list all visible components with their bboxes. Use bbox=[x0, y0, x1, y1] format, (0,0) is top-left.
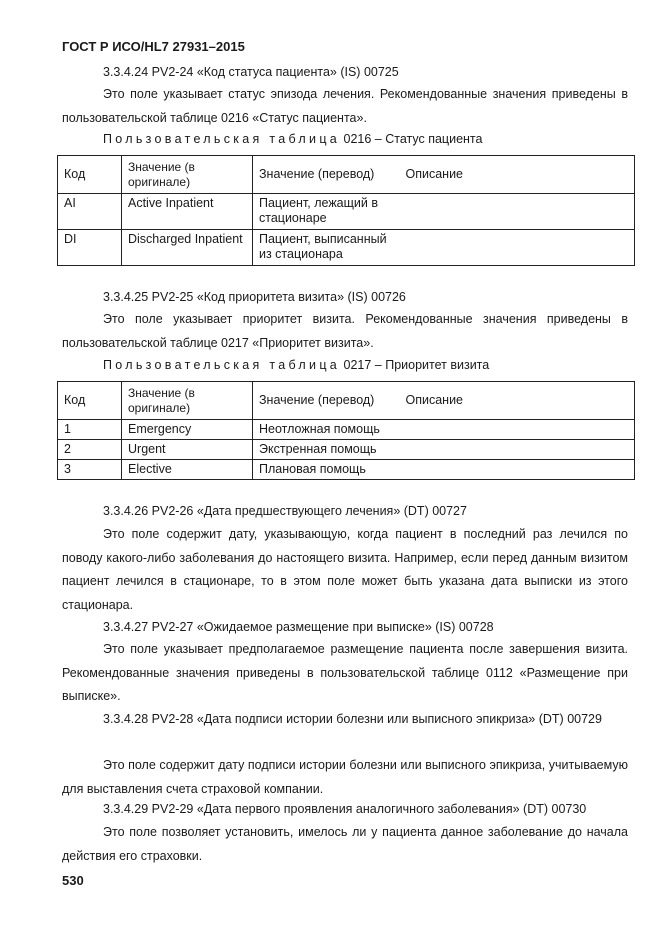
table-row bbox=[58, 194, 635, 230]
table-cell: Пациент, выписанный из стационара bbox=[253, 230, 400, 266]
section-heading: 3.3.4.27 PV2-27 «Ожидаемое размещение при выписке» (IS) 00728 bbox=[103, 620, 494, 634]
section-heading: 3.3.4.26 PV2-26 «Дата предшествующего лечения» (DT) 00727 bbox=[103, 504, 467, 518]
table-header-row bbox=[58, 156, 635, 194]
table-cell: Emergency bbox=[122, 420, 253, 440]
table-header-cell: Значение (в оригинале) bbox=[122, 156, 253, 194]
table-header-cell: Значение (перевод) bbox=[253, 382, 400, 420]
caption-label: Пользовательская таблица bbox=[103, 132, 341, 146]
caption-label: Пользовательская таблица bbox=[103, 358, 341, 372]
table-cell: Плановая помощь bbox=[253, 460, 400, 480]
table-header-cell: Значение (в оригинале) bbox=[122, 382, 253, 420]
table-row bbox=[58, 420, 635, 440]
section-heading: 3.3.4.29 PV2-29 «Дата первого проявления аналогичного заболевания» (DT) 00730 bbox=[103, 802, 587, 816]
table-header-cell: Код bbox=[58, 156, 122, 194]
table-cell bbox=[400, 440, 635, 460]
table-0216 bbox=[57, 155, 635, 266]
section-text: Это поле позволяет установить, имелось ли у пациента данное заболевание до начала действия его страховки. bbox=[62, 825, 628, 863]
section-text: Это поле указывает предполагаемое размещение пациента после завершения визита. Рекомендованные значения приведены в пользовательской таблице 0112 «Размещение при выписке». bbox=[62, 642, 628, 703]
caption-title: 0216 – Статус пациента bbox=[343, 132, 483, 146]
table-cell: Пациент, лежащий в стационаре bbox=[253, 194, 400, 230]
table-cell: Urgent bbox=[122, 440, 253, 460]
caption-title: 0217 – Приоритет визита bbox=[343, 358, 490, 372]
table-0217 bbox=[57, 381, 635, 480]
section-heading: 3.3.4.25 PV2-25 «Код приоритета визита» (IS) 00726 bbox=[103, 290, 406, 304]
table-cell: Active Inpatient bbox=[122, 194, 253, 230]
table-cell: Elective bbox=[122, 460, 253, 480]
table-cell: AI bbox=[58, 194, 122, 230]
table-header-row bbox=[58, 382, 635, 420]
page-number: 530 bbox=[62, 873, 84, 888]
table-cell: Неотложная помощь bbox=[253, 420, 400, 440]
table-cell bbox=[400, 420, 635, 440]
table-cell bbox=[400, 194, 635, 230]
table-cell bbox=[400, 460, 635, 480]
table-header-cell: Значение (перевод) bbox=[253, 156, 400, 194]
table-cell: Экстренная помощь bbox=[253, 440, 400, 460]
table-header-cell: Описание bbox=[400, 156, 635, 194]
section-text: Это поле содержит дату, указывающую, когда пациент в последний раз лечился по поводу какого-либо заболевания до настоящего визита. Например, если перед данным визитом пациент лечился в стационаре, то в этом поле может быть указана дата выписки из этого стационара. bbox=[62, 527, 628, 612]
table-cell: DI bbox=[58, 230, 122, 266]
table-cell: 1 bbox=[58, 420, 122, 440]
section-text: Это поле указывает приоритет визита. Рекомендованные значения приведены в пользовательской таблице 0217 «Приоритет визита». bbox=[62, 312, 628, 350]
table-cell: 2 bbox=[58, 440, 122, 460]
document-header: ГОСТ Р ИСО/HL7 27931–2015 bbox=[62, 39, 245, 54]
table-header-cell: Код bbox=[58, 382, 122, 420]
table-row bbox=[58, 230, 635, 266]
section-text: Это поле указывает статус эпизода лечения. Рекомендованные значения приведены в пользовательской таблице 0216 «Статус пациента». bbox=[62, 87, 628, 125]
table-caption bbox=[103, 358, 489, 372]
table-cell: 3 bbox=[58, 460, 122, 480]
table-cell bbox=[400, 230, 635, 266]
table-caption bbox=[103, 132, 482, 146]
table-cell: Discharged Inpatient bbox=[122, 230, 253, 266]
section-text: Это поле содержит дату подписи истории болезни или выписного эпикриза, учитываемую для выставления счета страховой компании. bbox=[62, 758, 628, 796]
table-header-cell: Описание bbox=[400, 382, 635, 420]
table-row bbox=[58, 460, 635, 480]
section-heading: 3.3.4.28 PV2-28 «Дата подписи истории болезни или выписного эпикриза» (DT) 00729 bbox=[103, 712, 602, 726]
table-row bbox=[58, 440, 635, 460]
section-heading: 3.3.4.24 PV2-24 «Код статуса пациента» (IS) 00725 bbox=[103, 65, 399, 79]
